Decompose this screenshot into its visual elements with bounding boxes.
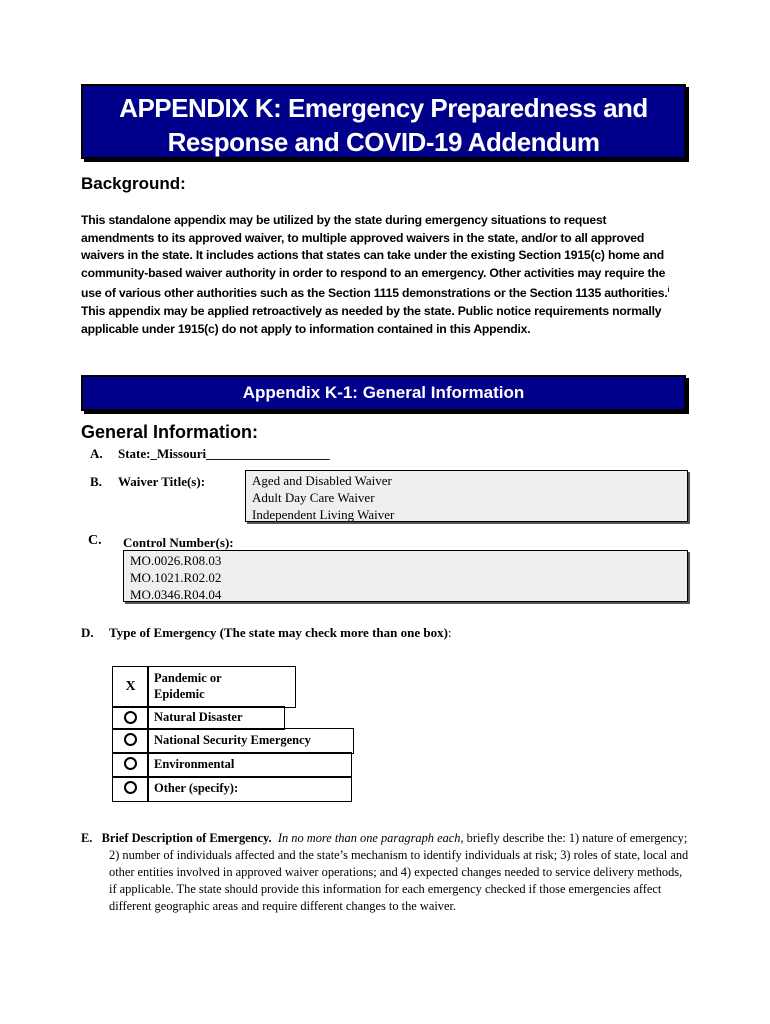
item-c-letter: C. <box>88 533 102 548</box>
radio-circle-icon <box>124 711 137 724</box>
natural-disaster-label: Natural Disaster <box>147 706 285 730</box>
waiver-titles-box <box>245 470 688 522</box>
emergency-description-italic: In no more than one paragraph each <box>277 831 461 845</box>
national-security-radio[interactable] <box>112 728 149 754</box>
background-text-part2: This appendix may be applied retroactively as needed by the state. Public notice requirements normally applicable under 1915(c) do not apply to information contained in this Appendix. <box>81 304 662 336</box>
environmental-radio[interactable] <box>112 752 149 778</box>
radio-circle-icon <box>124 757 137 770</box>
control-number-2: MO.1021.R02.02 <box>130 570 222 585</box>
emergency-type-colon: : <box>447 625 452 640</box>
item-a-letter: A. <box>90 446 103 461</box>
background-text-part1: This standalone appendix may be utilized by the state during emergency situations to request amendments to its approved waiver, to multiple approved waivers in the state, and/or to all approved waivers in the state. It includes actions that states can take under the existing Section 1915(c) home and community-based waiver authority in order to respond to an emergency. Other activities may require the use of various other authorities such as the Section 1115 demonstrations or the Section 1135 authorities. <box>81 213 668 301</box>
item-e-letter: E. <box>81 831 93 845</box>
section-k1-header: Appendix K-1: General Information <box>81 375 686 411</box>
emergency-description-label: Brief Description of Emergency. <box>101 831 272 845</box>
radio-circle-icon <box>124 781 137 794</box>
state-field: State:_Missouri___________________ <box>118 446 330 461</box>
emergency-description-text: , briefly describe the: 1) nature of emergency; 2) number of individuals affected and the state’s mechanism to identify individuals at risk; 3) roles of state, local and other entities involved in approved waiver operations; and 4) expected changes needed to service delivery methods, if applicable. The state should provide this information for each emergency checked if those emergencies affect different geographic areas and require different changes to the waiver. <box>109 831 689 913</box>
item-b-letter: B. <box>90 474 102 489</box>
emergency-description-paragraph <box>81 830 691 915</box>
control-number-1: MO.0026.R08.03 <box>130 553 222 568</box>
control-numbers-box <box>123 550 688 602</box>
radio-circle-icon <box>124 733 137 746</box>
emergency-type-label <box>109 625 452 641</box>
control-number-label: Control Number(s): <box>123 535 234 550</box>
general-info-heading: General Information: <box>81 422 259 442</box>
other-radio[interactable] <box>112 776 149 802</box>
appendix-title <box>81 84 686 159</box>
emergency-type-text: Type of Emergency (The state may check more than one box) <box>109 625 448 640</box>
other-specify-label: Other (specify): <box>147 776 352 802</box>
environmental-label: Environmental <box>147 752 352 778</box>
background-paragraph <box>81 212 681 338</box>
footnote-mark: i <box>667 287 670 295</box>
pandemic-option-label <box>147 666 296 708</box>
pandemic-label-line2: Epidemic <box>154 687 205 701</box>
title-line-1: APPENDIX K: Emergency Preparedness and <box>119 93 648 123</box>
natural-disaster-radio[interactable] <box>112 706 149 730</box>
waiver-title-2: Adult Day Care Waiver <box>252 490 375 505</box>
waiver-title-label: Waiver Title(s): <box>118 474 206 489</box>
waiver-title-1: Aged and Disabled Waiver <box>252 473 392 488</box>
item-d-letter: D. <box>81 625 94 640</box>
title-line-2: Response and COVID-19 Addendum <box>167 127 600 157</box>
pandemic-check-mark: X <box>125 679 136 694</box>
pandemic-checkbox[interactable] <box>112 666 149 708</box>
pandemic-label-line1: Pandemic or <box>154 671 222 685</box>
control-number-3: MO.0346.R04.04 <box>130 587 222 602</box>
waiver-title-3: Independent Living Waiver <box>252 507 395 522</box>
background-heading: Background: <box>81 174 186 193</box>
national-security-label: National Security Emergency <box>147 728 354 754</box>
